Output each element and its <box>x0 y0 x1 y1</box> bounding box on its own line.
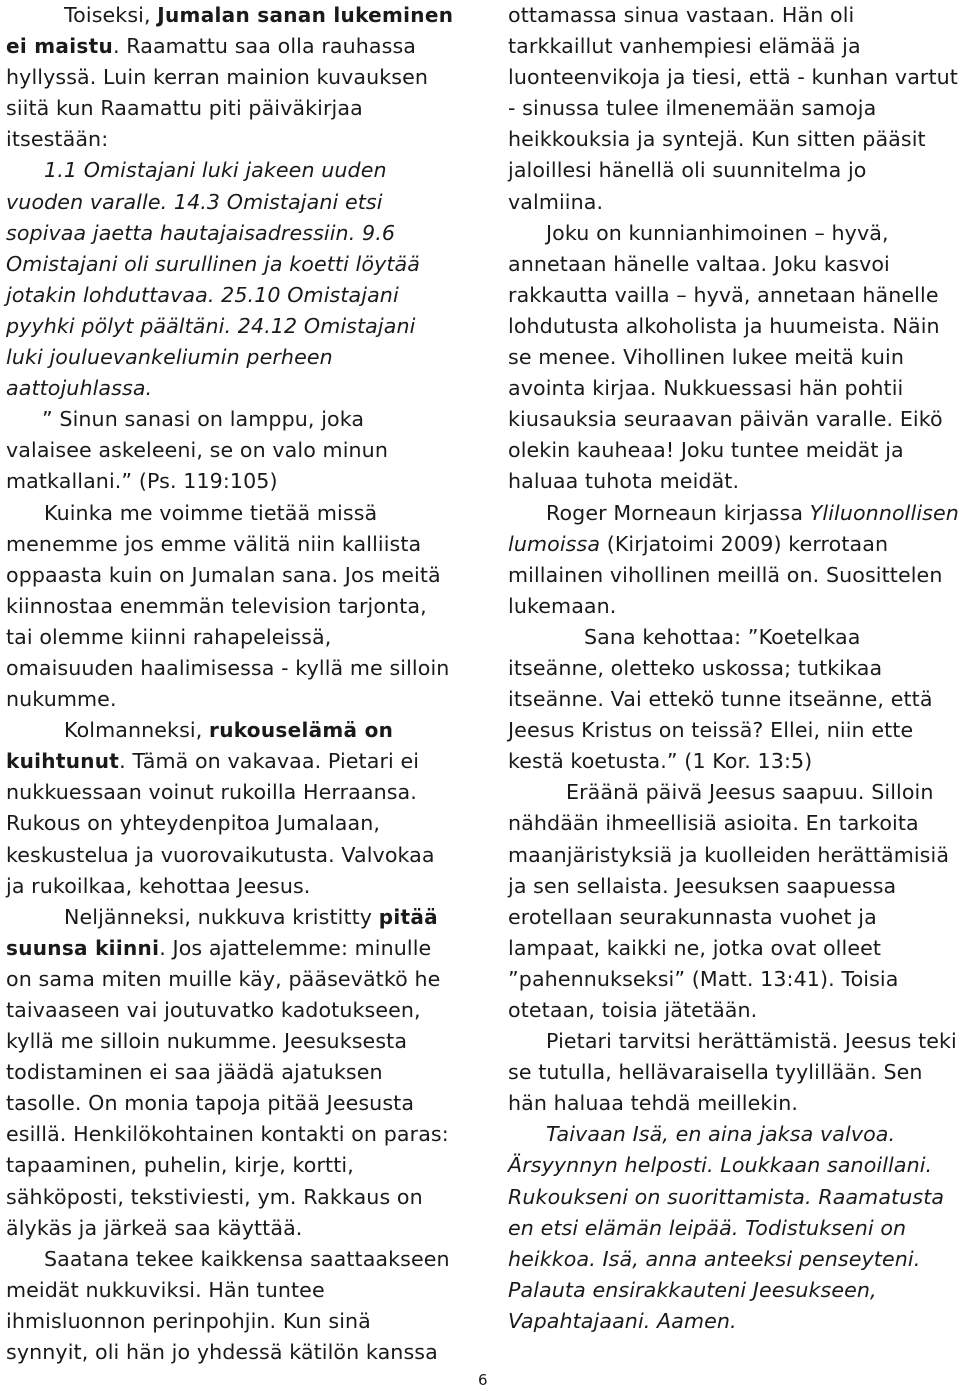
paragraph-prayer-life <box>6 715 456 902</box>
highlight-heading: pitää suunsa kiinni <box>6 904 438 960</box>
text-run: Roger Morneaun kirjassa <box>546 500 810 525</box>
paragraph-guide: Kuinka me voimme tietää missä menemme jos emme välitä niin kalliista oppaasta kuin on Jumalan sana. Jos meitä kiinnostaa enemmän television tarjonta, tai olemme kiinni rahapeleissä, omaisuuden haalimisessa - kyllä me silloin nukumme. <box>6 500 450 712</box>
book-title: Yliluonnollisen lumoissa <box>508 500 959 556</box>
paragraph-peter: Pietari tarvitsi herättämistä. Jeesus teki se tutulla, hellävaraisella tyylillään. Sen hän haluaa tehdä meillekin. <box>508 1029 957 1116</box>
paragraph-satan: Saatana tekee kaikkensa saattaakseen meidät nukkuviksi. Hän tuntee ihmisluonnon perinpohjin. Kun sinä synnyit, oli hän jo yhdessä kätilön kanssa <box>6 1246 450 1365</box>
text-run: Neljänneksi, nukkuva kristitty <box>64 904 379 929</box>
text-run: (Kirjatoimi 2009) kerrotaan millainen vihollinen meillä on. Suosittelen lukemaan. <box>508 531 943 618</box>
text-run: . Raamattu saa olla rauhassa hyllyssä. Luin kerran mainion kuvauksen siitä kun Raamattu piti päiväkirjaa itsestään: <box>6 34 429 152</box>
paragraph-ambition: Joku on kunnianhimoinen – hyvä, annetaan hänelle valtaa. Joku kasvoi rakkautta vailla – hyvä, annetaan hänelle lohdutusta alkoholista ja huumeista. Näin se menee. Vihollinen lukee meitä kuin avointa kirjaa. Nukkuessasi hän pohtii kiusauksia seuraavan päivän varalle. Eikö olekin kauheaa! Joku tuntee meidät ja haluaa tuhota meidät. <box>508 220 943 494</box>
text-run: . Jos ajattelemme: minulle on sama miten muille käy, pääsevätkö he taivaaseen vai joutuvatko kadotukseen, kyllä me silloin nukumme. Jeesuksesta todistaminen ei saa jäädä ajatuksen tasolle. On monia tapoja pitää Jeesusta esillä. Henkilökohtainen kontakti on paras: tapaaminen, puhelin, kirje, kortti, sähköposti, tekstiviesti, ym. Rakkaus on älykäs ja järkeä saa käyttää. <box>6 935 449 1240</box>
psalm-quote: ” Sinun sanasi on lamppu, joka valaisee askeleeni, se on valo minun matkallani.” (Ps. 119:105) <box>6 407 388 494</box>
highlight-heading: Jumalan sanan lukeminen ei maistu <box>6 3 454 59</box>
highlight-heading: rukouselämä on kuihtunut <box>6 718 394 774</box>
paragraph-book-reference <box>508 498 960 622</box>
page-number: 6 <box>478 1371 488 1389</box>
text-run: . Tämä on vakavaa. Pietari ei nukkuessaan voinut rukoilla Herraansa. Rukous on yhteydenpitoa Jumalaan, keskustelua ja vuorovaikutusta. Valvokaa ja rukoilkaa, kehottaa Jeesus. <box>6 749 435 898</box>
closing-prayer: Taivaan Isä, en aina jaksa valvoa. Ärsyynnyn helposti. Loukkaan sanoillani. Rukoukseni on suorittamista. Raamatusta en etsi elämän leipää. Todistukseni on heikkoa. Isä, anna anteeksi penseyteni. Palauta ensirakkauteni Jeesukseen, Vapahtajaani. Aamen. <box>508 1122 945 1333</box>
bible-diary-text: 1.1 Omistajani luki jakeen uuden vuoden varalle. 14.3 Omistajani etsi sopivaa jaetta hautajaisadressiin. 9.6 Omistajani oli surullinen ja koetti löytää jotakin lohduttavaa. 25.10 Omistajani pyyhki pölyt päältäni. 24.12 Omistajani luki jouluevankeliumin perheen aattojuhlassa. <box>6 158 420 401</box>
text-run: Kolmanneksi, <box>64 718 210 743</box>
text-run: Toiseksi, <box>64 3 158 27</box>
right-column <box>508 0 960 1337</box>
paragraph-bible-reading <box>6 0 456 155</box>
left-column <box>6 0 456 1368</box>
paragraph-examine: Sana kehottaa: ”Koetelkaa itseänne, oletteko uskossa; tutkikaa itseänne. Vai ettekö tunne itseänne, että Jeesus Kristus on teissä? Ellei, niin ette kestä koetusta.” (1 Kor. 13:5) <box>508 624 933 774</box>
paragraph-continuation: ottamassa sinua vastaan. Hän oli tarkkaillut vanhempiesi elämää ja luonteenvikoja ja tiesi, että - kunhan vartut - sinussa tulee ilmenemään samoja heikkouksia ja syntejä. Kun sitten pääsit jaloillesi hänellä oli suunnitelma jo valmiina. <box>508 3 958 214</box>
paragraph-jesus-arrives: Eräänä päivä Jeesus saapuu. Silloin nähdään ihmeellisiä asioita. En tarkoita maanjäristyksiä ja kuolleiden herättämisiä ja sen sellaista. Jeesuksen saapuessa erotellaan seurakunnasta vuohet ja lampaat, kaikki ne, jotka ovat olleet ”pahennukseksi” (Matt. 13:41). Toisia otetaan, toisia jätetään. <box>508 780 950 1022</box>
paragraph-silence <box>6 902 456 1244</box>
